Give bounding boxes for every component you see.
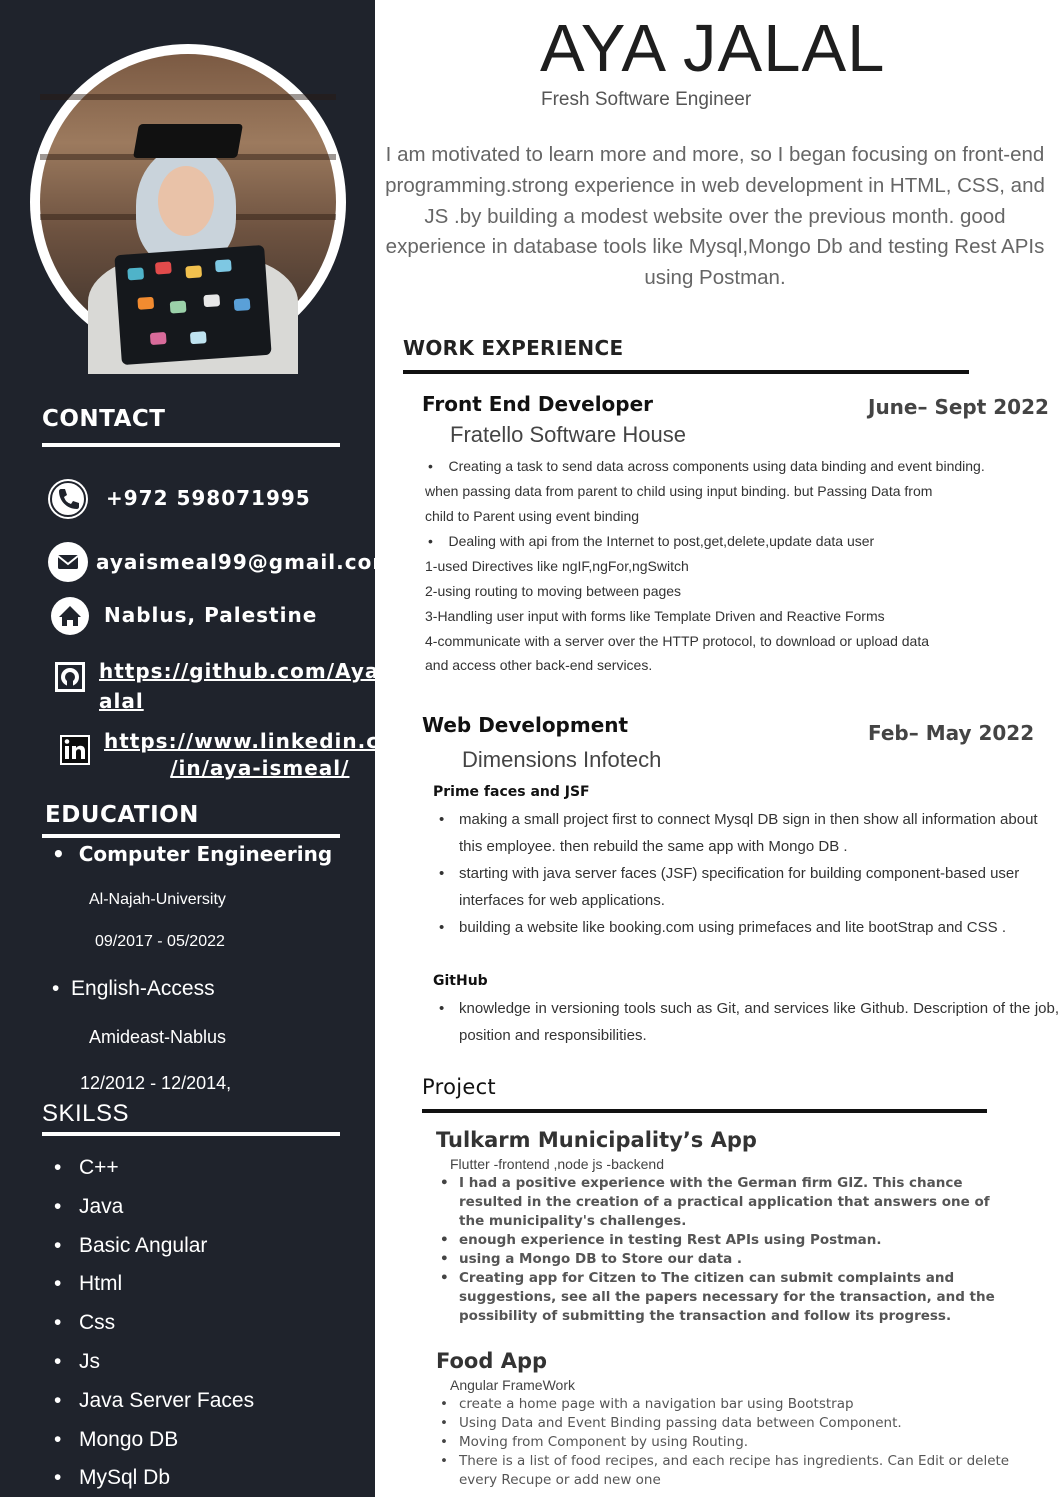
project1-title: Tulkarm Municipality’s App <box>436 1128 757 1152</box>
github-icon <box>46 654 90 698</box>
email-link[interactable]: ayaismeal99@gmail.com <box>96 550 395 574</box>
skill-item: • Css <box>54 1307 254 1346</box>
list-item: • Using Data and Event Binding passing data between Component. <box>436 1414 1016 1433</box>
list-item: • I had a positive experience with the German firm GIZ. This chance resulted in the creation of a practical application that answers one of the municipality's challenges. <box>436 1174 1016 1231</box>
job2-title: Web Development <box>422 713 629 737</box>
linkedin-link[interactable]: https://www.linkedin.com <box>104 729 416 753</box>
list-item: • making a small project first to connect Mysql DB sign in then show all information about this employee. then rebuild the same app with Mongo DB . <box>433 806 1059 860</box>
skills-heading: SKILSS <box>42 1100 130 1127</box>
project2-list <box>436 1395 1016 1490</box>
sidebar <box>0 0 416 1497</box>
contact-heading: CONTACT <box>42 406 166 432</box>
contact-linkedin <box>46 728 416 782</box>
skill-item: • Html <box>54 1268 254 1307</box>
job1-line: 3-Handling user input with forms like Template Driven and Reactive Forms <box>425 608 885 624</box>
list-item: • Creating app for Citzen to The citizen can submit complaints and suggestions, see all the papers necessary for the transaction, and the possibility of submitting the transaction and follow its progress. <box>436 1269 1016 1326</box>
contact-location <box>46 594 317 638</box>
home-icon <box>48 594 92 638</box>
list-item: • create a home page with a navigation bar using Bootstrap <box>436 1395 1016 1414</box>
project-divider <box>422 1109 987 1113</box>
job2-subheading-github: GitHub <box>433 973 488 989</box>
linkedin-link-continued[interactable]: /in/aya-ismeal/ <box>170 756 350 780</box>
job1-line: • Creating a task to send data across components using data binding and event binding. <box>428 458 985 474</box>
profile-photo <box>30 44 346 360</box>
email-icon <box>46 540 90 584</box>
profile-summary: I am motivated to learn more and more, so I began focusing on front-end programming.strong experience in web development in HTML, CSS, and JS .by building a modest website over the previous month. good experience in database tools like Mysql,Mongo Db and testing Rest APIs using Postman. <box>385 143 1045 290</box>
job1-line: 1-used Directives like ngIF,ngFor,ngSwitch <box>425 558 689 574</box>
list-item: • building a website like booking.com using primefaces and lite bootStrap and CSS . <box>433 914 1059 941</box>
work-experience-heading: WORK EXPERIENCE <box>403 336 624 360</box>
job1-line: 4-communicate with a server over the HTTP protocol, to download or upload data <box>425 633 929 649</box>
person-name: AYA JALAL <box>540 11 886 86</box>
job1-line: child to Parent using event binding <box>425 508 640 524</box>
project1-stack: Flutter -frontend ,node js -backend <box>450 1156 665 1172</box>
job1-line: when passing data from parent to child using input binding. but Passing Data from <box>425 483 933 499</box>
institute-name: Amideast-Nablus <box>89 1027 227 1047</box>
skill-item: • Basic Angular <box>54 1230 254 1269</box>
list-item: • using a Mongo DB to Store our data . <box>436 1250 1016 1269</box>
project2-title: Food App <box>436 1349 548 1373</box>
job1-line: 2-using routing to moving between pages <box>425 583 682 599</box>
list-item: • Moving from Component by using Routing. <box>436 1433 1016 1452</box>
list-item: • There is a list of food recipes, and each recipe has ingredients. Can Edit or delete every Recupe or add new one <box>436 1452 1016 1490</box>
skill-item: • Mongo DB <box>54 1424 254 1463</box>
github-link[interactable]: https://github.com/Ayaj <box>99 659 388 683</box>
project1-list <box>436 1174 1016 1326</box>
job1-line: • Dealing with api from the Internet to post,get,delete,update data user <box>428 533 875 549</box>
education-divider <box>42 834 340 838</box>
contact-phone <box>46 477 311 521</box>
job1-title: Front End Developer <box>422 392 654 416</box>
github-link-continued[interactable]: alal <box>99 689 144 713</box>
university-name: Al-Najah-University <box>89 891 226 908</box>
job1-dates: June– Sept 2022 <box>868 395 1049 419</box>
skill-item: • Js <box>54 1346 254 1385</box>
course-dates: 12/2012 - 12/2014, <box>80 1073 232 1093</box>
list-item: • enough experience in testing Rest APIs using Postman. <box>436 1231 1016 1250</box>
linkedin-icon <box>52 728 96 772</box>
project-heading: Project <box>422 1075 496 1099</box>
job2-dates: Feb– May 2022 <box>868 721 1035 745</box>
job1-line: and access other back-end services. <box>425 657 653 673</box>
job2-github-list <box>433 995 1059 1049</box>
skills-list <box>54 1152 254 1501</box>
degree-dates: 09/2017 - 05/2022 <box>95 933 225 950</box>
job1-company: Fratello Software House <box>450 422 686 447</box>
work-divider <box>403 370 969 374</box>
skill-item: • MySql Db <box>54 1462 254 1501</box>
skill-item: • Java <box>54 1191 254 1230</box>
contact-divider <box>42 443 340 447</box>
education-heading: EDUCATION <box>45 802 199 828</box>
job2-jsf-list <box>433 806 1059 941</box>
course-title: • English-Access <box>52 977 215 1000</box>
job2-subheading-jsf: Prime faces and JSF <box>433 784 590 800</box>
skills-divider <box>42 1132 340 1136</box>
job-role: Fresh Software Engineer <box>541 89 752 110</box>
degree-title: • Computer Engineering <box>52 842 333 866</box>
skill-item: • Java Server Faces <box>54 1385 254 1424</box>
list-item: • starting with java server faces (JSF) specification for building component-based user interfaces for web applications. <box>433 860 1059 914</box>
job2-company: Dimensions Infotech <box>462 747 662 772</box>
skill-item: • C++ <box>54 1152 254 1191</box>
project2-stack: Angular FrameWork <box>450 1377 576 1393</box>
contact-email <box>46 540 394 584</box>
phone-icon <box>46 477 90 521</box>
phone-number: +972 598071995 <box>106 486 311 510</box>
location-text: Nablus, Palestine <box>104 603 318 627</box>
contact-github <box>46 656 387 716</box>
list-item: • knowledge in versioning tools such as Git, and services like Github. Description of the job, position and responsibilities. <box>433 995 1059 1049</box>
